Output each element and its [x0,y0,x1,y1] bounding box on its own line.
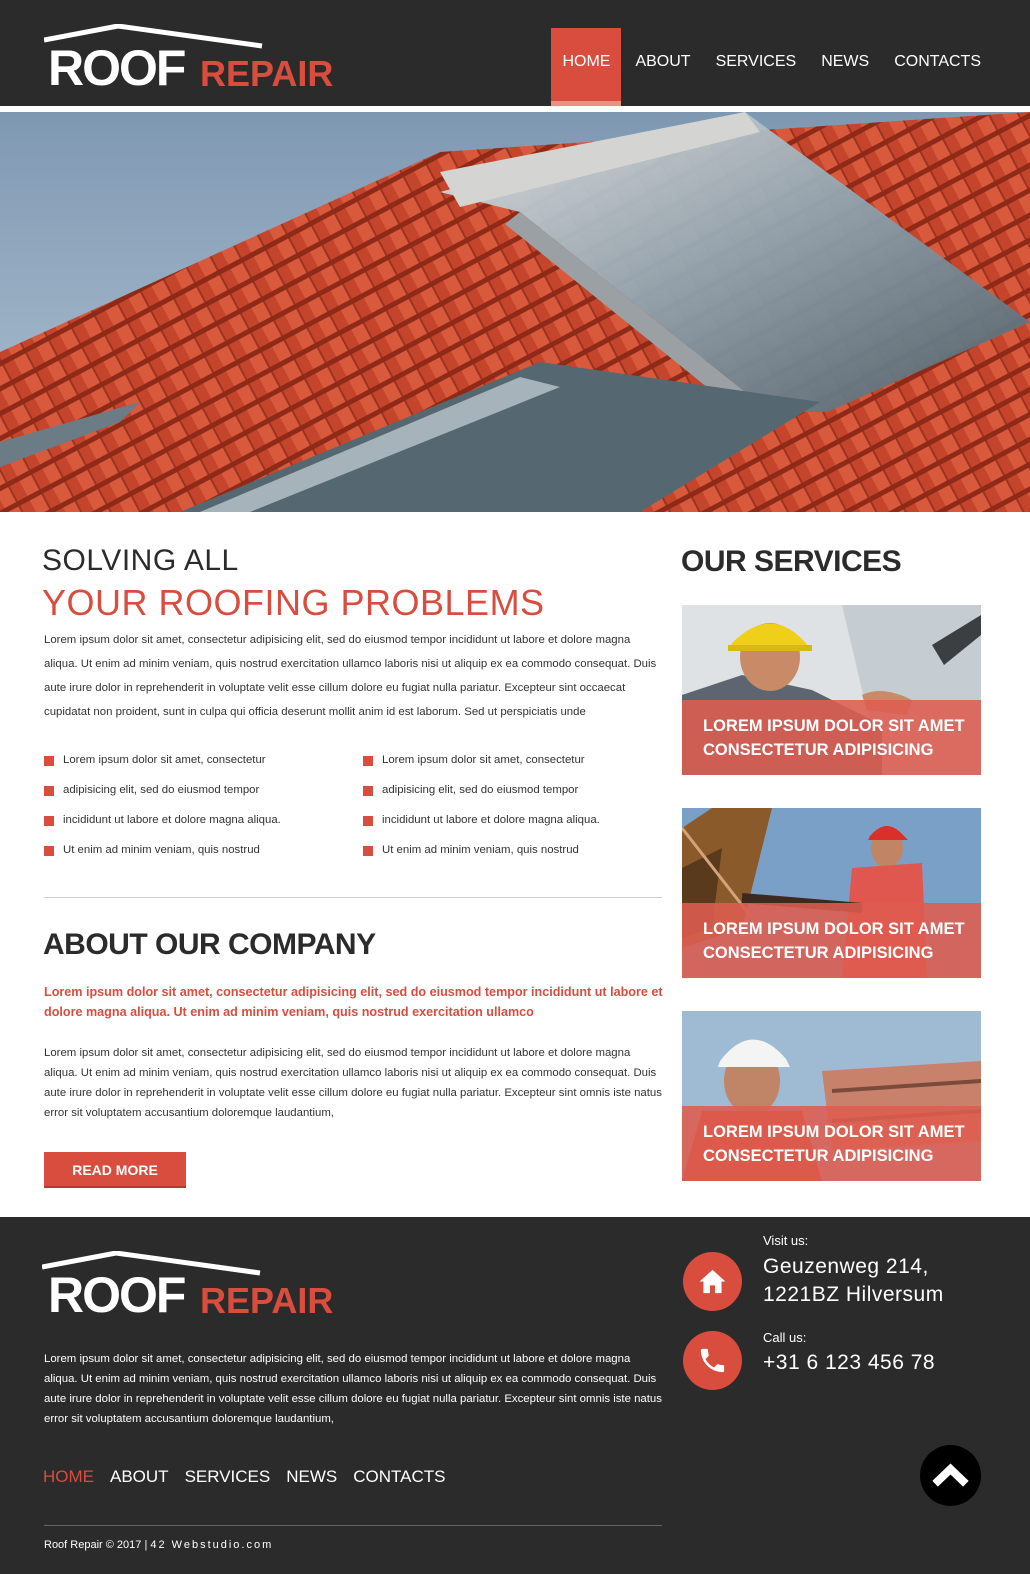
list-item: Ut enim ad minim veniam, quis nostrud [363,838,663,868]
studio-link[interactable]: 42 Webstudio.com [150,1539,274,1551]
site-header [0,0,1030,106]
footer-nav-home[interactable]: HOME [43,1467,94,1486]
nav-contacts[interactable]: CONTACTS [894,53,981,70]
bullet-square-icon [363,756,373,766]
feature-list-right [363,748,663,868]
services-heading: OUR SERVICES [681,545,902,578]
footer-logo[interactable] [42,1251,342,1323]
list-item: Lorem ipsum dolor sit amet, consectetur [44,748,344,778]
service-caption: LOREM IPSUM DOLOR SIT AMET CONSECTETUR ADIPISICING [682,1106,981,1181]
footer-nav-contacts[interactable]: CONTACTS [353,1467,446,1486]
nav-home[interactable]: HOME [551,28,621,106]
list-item: Lorem ipsum dolor sit amet, consectetur [363,748,663,778]
hero-image [0,112,1030,512]
call-label: Call us: [763,1330,807,1345]
logo-word-repair: REPAIR [200,53,334,94]
intro-heading-line1: SOLVING ALL [42,544,239,577]
bullet-square-icon [363,786,373,796]
footer-nav [43,1467,461,1487]
nav-services[interactable]: SERVICES [715,53,797,70]
logo-word-roof: ROOF [48,1267,185,1323]
footer-divider [44,1525,662,1526]
site-footer [0,1217,1030,1574]
intro-text: Lorem ipsum dolor sit amet, consectetur adipisicing elit, sed do eiusmod tempor incididunt ut labore et dolore magna aliqua. Ut enim ad minim veniam, quis nostrud exercitation ullamco laboris nisi ut aliquip ex ea commodo consequat. Duis aute irure dolor in reprehenderit in voluptate velit esse cillum dolore eu fugiat nulla pariatur. Excepteur sint occaecat cupidatat non proident, sunt in culpa qui officia deserunt mollit anim id est laborum. Sed ut perspiciatis unde [44,634,657,718]
bullet-square-icon [44,786,54,796]
about-lead-text: Lorem ipsum dolor sit amet, consectetur adipisicing elit, sed do eiusmod tempor incididunt ut labore et dolore magna aliqua. Ut enim ad minim veniam, quis nostrud exercitation ullamco [44,985,663,1019]
list-item: adipisicing elit, sed do eiusmod tempor [44,778,344,808]
service-card[interactable] [682,808,981,978]
bullet-square-icon [44,816,54,826]
visit-label: Visit us: [763,1233,809,1248]
nav-news[interactable]: NEWS [821,53,870,70]
footer-nav-news[interactable]: NEWS [286,1467,338,1486]
chevron-up-icon [920,1445,981,1506]
home-icon [683,1252,742,1311]
feature-list-left [44,748,344,868]
logo-word-roof: ROOF [48,40,185,96]
service-caption: LOREM IPSUM DOLOR SIT AMET CONSECTETUR ADIPISICING [682,700,981,775]
scroll-to-top-button[interactable] [920,1445,981,1506]
footer-nav-services[interactable]: SERVICES [184,1467,271,1486]
phone-icon [683,1331,742,1390]
phone-number[interactable]: +31 6 123 456 78 [763,1351,936,1374]
logo-word-repair: REPAIR [200,1280,334,1321]
main-nav [548,28,992,106]
copyright: Roof Repair © 2017 | 42 Webstudio.com [44,1539,274,1551]
section-divider [44,897,662,898]
nav-about[interactable]: ABOUT [635,53,691,70]
bullet-square-icon [44,846,54,856]
address-line2: 1221BZ Hilversum [763,1283,944,1306]
footer-nav-about[interactable]: ABOUT [110,1467,169,1486]
bullet-square-icon [363,846,373,856]
list-item: incididunt ut labore et dolore magna aliqua. [363,808,663,838]
list-item: incididunt ut labore et dolore magna aliqua. [44,808,344,838]
intro-heading-line2: YOUR ROOFING PROBLEMS [42,582,545,623]
service-card[interactable] [682,1011,981,1181]
footer-text: Lorem ipsum dolor sit amet, consectetur adipisicing elit, sed do eiusmod tempor incididunt ut labore et dolore magna aliqua. Ut enim ad minim veniam, quis nostrud exercitation ullamco laboris nisi ut aliquip ex ea commodo consequat. Duis aute irure dolor in reprehenderit in voluptate velit esse cillum dolore eu fugiat nulla pariatur. Excepteur sint omnis iste natus error sit voluptatem accusantium doloremque laudantium, [44,1353,662,1425]
bullet-square-icon [363,816,373,826]
about-heading: ABOUT OUR COMPANY [43,928,376,961]
address-line1: Geuzenweg 214, [763,1255,929,1278]
list-item: adipisicing elit, sed do eiusmod tempor [363,778,663,808]
list-item: Ut enim ad minim veniam, quis nostrud [44,838,344,868]
bullet-square-icon [44,756,54,766]
service-card[interactable] [682,605,981,775]
logo[interactable] [44,24,344,96]
about-body-text: Lorem ipsum dolor sit amet, consectetur adipisicing elit, sed do eiusmod tempor incididunt ut labore et dolore magna aliqua. Ut enim ad minim veniam, quis nostrud exercitation ullamco laboris nisi ut aliquip ex ea commodo consequat. Duis aute irure dolor in reprehenderit in voluptate velit esse cillum dolore eu fugiat nulla pariatur. Excepteur sint omnis iste natus error sit voluptatem accusantium doloremque laudantium, [44,1047,662,1119]
service-caption: LOREM IPSUM DOLOR SIT AMET CONSECTETUR ADIPISICING [682,903,981,978]
read-more-button[interactable]: READ MORE [44,1152,186,1188]
